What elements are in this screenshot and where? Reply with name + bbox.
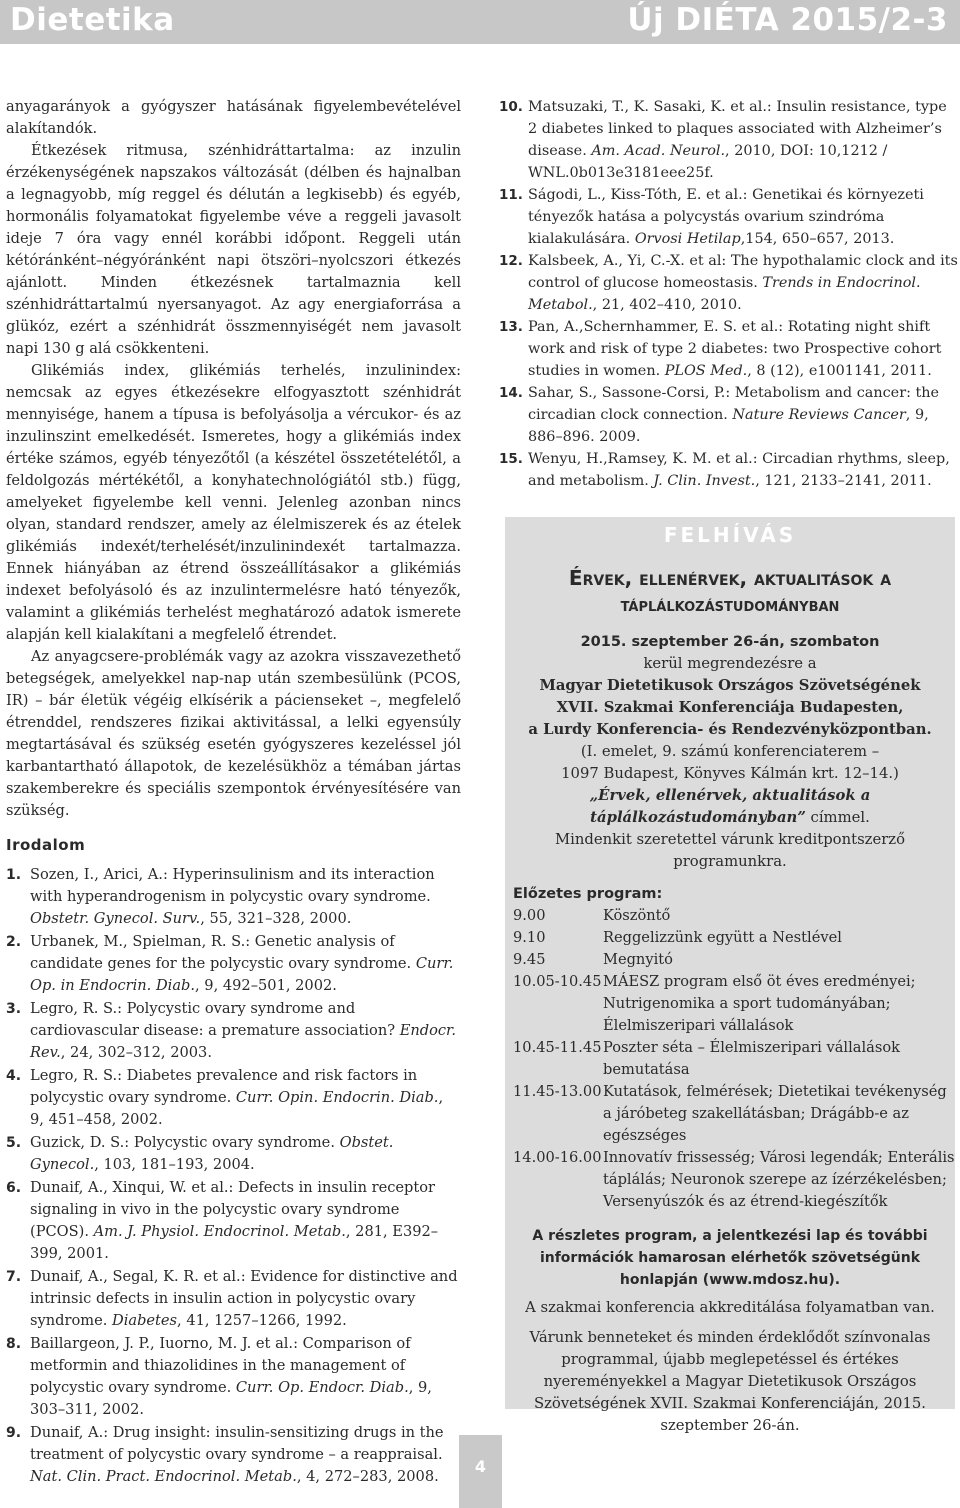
reference-item xyxy=(6,864,461,930)
reference-citation: ,154, 650–657, 2013. xyxy=(740,231,895,247)
reference-number: 1. xyxy=(6,867,22,883)
reference-journal: Trends in Endocrinol. Metabol. xyxy=(528,275,921,313)
journal-issue-title: Új DIÉTA 2015/2-3 xyxy=(627,2,948,38)
reference-number: 8. xyxy=(6,1336,22,1352)
paragraph: Az anyagcsere-problémák vagy az azokra visszavezethető betegségek, amelyekkel nap-nap után szembesülünk (PCOS, IR) – bár életük végéig elkísérik a pácienseket –, megfelelő étrenddel, rendszeres fizikai aktivitással, a lelki egyensúly megtartásával és szükség esetén gyógyszeres kezeléssel jól karbantartható állapotok, de kezelésükhöz a témában jártas szakemberekre és speciális szempontok érvényesítésére van szükség. xyxy=(6,648,461,819)
reference-authors: Dunaif, A., Segal, K. R. et al.: Evidence for distinctive and intrinsic defects in insulin action in polycystic ovary syndrome. xyxy=(30,1268,458,1329)
reference-citation: , 281, E392–399, 2001. xyxy=(30,1223,439,1262)
announcement-subtitle xyxy=(505,565,955,619)
reference-number: 11. xyxy=(499,187,523,203)
reference-journal: Curr. Opin. Endocrin. Diab. xyxy=(235,1089,439,1106)
reference-item xyxy=(499,250,959,316)
program-description: Innovatív frissesség; Városi legendák; Enterális táplálás; Neuronok szerepe az ízérzékelésben; Versenyúszók és az étrend-kiegészítők xyxy=(603,1149,955,1210)
right-column xyxy=(499,96,959,492)
paragraph: Étkezések ritmusa, szénhidráttartalma: az inzulin érzékenységének napszakos változását (délben és hajnalban a legnagyobb, míg reggel és délután a legkisebb) és egyéb, hormonális folyamatokat figyelembe véve a reggeli javasolt ideje 7 óra vagy ennél korábbi időpont. Reggeli után kétóránként–négyóránként napi ötszöri–nyolcszori étkezés ajánlott. Minden étkezésnek tartalmaznia kell szénhidráttartalmú nyersanyagot. Az agy energiaforrása a glükóz, ezért a szénhidrát összmennyiségét nem javasolt napi 130 g alá csökkenteni. xyxy=(6,142,461,357)
reference-item xyxy=(499,448,959,492)
reference-number: 10. xyxy=(499,99,523,115)
reference-authors: Dunaif, A.: Drug insight: insulin-sensitizing drugs in the treatment of polycystic ovary syndrome – a reappraisal. xyxy=(30,1424,444,1463)
event-conference xyxy=(505,697,955,719)
reference-journal: Obstet. Gynecol. xyxy=(30,1134,394,1173)
program-row xyxy=(513,1037,955,1081)
reference-list xyxy=(499,96,959,492)
announcement-title: FELHÍVÁS xyxy=(663,523,797,547)
reference-authors: Legro, R. S.: Diabetes prevalence and risk factors in polycystic ovary syndrome. xyxy=(30,1067,418,1106)
program-description: Poszter séta – Élelmiszeripari vállalások bemutatása xyxy=(603,1039,900,1078)
reference-item xyxy=(6,1065,461,1131)
program-time: 9.45 xyxy=(513,951,546,968)
reference-journal: Am. J. Physiol. Endocrinol. Metab. xyxy=(93,1223,346,1240)
reference-journal: Nature Reviews Cancer xyxy=(732,407,906,423)
reference-citation: , 8 (12), e1001141, 2011. xyxy=(747,363,932,379)
reference-list xyxy=(6,864,461,1488)
reference-citation: , 9, 492–501, 2002. xyxy=(195,977,337,994)
event-address: 1097 Budapest, Könyves Kálmán krt. 12–14.) xyxy=(561,765,899,782)
subtitle-line: Érvek, ellenérvek, aktualitások a xyxy=(568,566,892,590)
reference-item xyxy=(499,184,959,250)
reference-authors: Baillargeon, J. P., Iuorno, M. J. et al.: Comparison of metformin and thiazolidines in the management of polycystic ovary syndrome. xyxy=(30,1335,411,1396)
left-column xyxy=(6,96,461,1489)
program-description: Megnyitó xyxy=(603,951,673,968)
subtitle-line: táplálkozástudományban xyxy=(620,594,840,616)
program-description: MÁESZ program első öt éves eredményei; Nutrigenomika a sport tudományában; Élelmiszeripari vállalások xyxy=(603,973,916,1034)
program-time: 14.00-16.00 xyxy=(513,1149,602,1166)
reference-journal: Endocr. Rev. xyxy=(30,1022,457,1061)
accreditation-note: A szakmai konferencia akkreditálása folyamatban van. xyxy=(525,1299,935,1316)
program-row xyxy=(513,949,955,971)
program-row xyxy=(513,927,955,949)
reference-item xyxy=(6,1266,461,1332)
reference-citation: , 41, 1257–1266, 1992. xyxy=(177,1312,347,1329)
program-list xyxy=(513,905,955,1213)
reference-citation: , 55, 321–328, 2000. xyxy=(200,910,352,927)
details-note: A részletes program, a jelentkezési lap és további információk hamarosan elérhetők szövetségünk honlapján (www.mdosz.hu). xyxy=(532,1228,928,1288)
reference-journal: PLOS Med. xyxy=(664,363,748,379)
reference-journal: Diabetes xyxy=(112,1312,178,1329)
reference-citation: , 9, 303–311, 2002. xyxy=(30,1379,432,1418)
welcome-note: Várunk benneteket és minden érdeklődőt színvonalas programmal, újabb meglepetéssel és értékes nyereményekkel a Magyar Dietetikusok Országos Szövetségének XVII. Szakmai Konferenciáján, 2015. szeptember 26-án. xyxy=(529,1329,931,1434)
program-description: Reggelizzünk együtt a Nestlével xyxy=(603,929,842,946)
reference-journal: Orvosi Hetilap xyxy=(634,231,741,247)
reference-authors: Kalsbeek, A., Yi, C.-X. et al: The hypothalamic clock and its control of glucose homeostasis. xyxy=(528,253,958,291)
reference-number: 9. xyxy=(6,1425,22,1441)
page-number: 4 xyxy=(474,1457,487,1476)
reference-item xyxy=(499,96,959,184)
reference-journal: Curr. Op. Endocr. Diab. xyxy=(235,1379,409,1396)
page-number-tab xyxy=(459,1435,502,1508)
reference-item xyxy=(6,1177,461,1265)
reference-citation: , 121, 2133–2141, 2011. xyxy=(755,473,932,489)
motto-text: „Érvek, ellenérvek, aktualitások a táplálkozástudományban” xyxy=(589,787,871,826)
event-venue: a Lurdy Konferencia- és Rendezvényközpontban. xyxy=(528,721,932,738)
program-time: 9.10 xyxy=(513,929,546,946)
reference-citation: , 21, 402–410, 2010. xyxy=(592,297,742,313)
reference-authors: Ságodi, L., Kiss-Tóth, E. et al.: Genetikai és környezeti tényezők hatása a polycystás ovarium szindróma kialakulására. xyxy=(528,187,924,247)
reference-journal: J. Clin. Invest. xyxy=(653,473,756,489)
motto-suffix: címmel. xyxy=(805,809,870,826)
program-time: 10.45-11.45 xyxy=(513,1039,602,1056)
reference-number: 7. xyxy=(6,1269,22,1285)
program-section xyxy=(513,883,955,1213)
reference-journal: Obstetr. Gynecol. Surv. xyxy=(30,910,201,927)
reference-authors: Wenyu, H.,Ramsey, K. M. et al.: Circadian rhythms, sleep, and metabolism. xyxy=(528,451,950,489)
program-time: 11.45-13.00 xyxy=(513,1083,602,1100)
reference-number: 12. xyxy=(499,253,523,269)
reference-citation: , 24, 302–312, 2003. xyxy=(60,1044,212,1061)
reference-authors: Legro, R. S.: Polycystic ovary syndrome and cardiovascular disease: a premature association? xyxy=(30,1000,400,1039)
reference-item xyxy=(499,382,959,448)
reference-citation: , 4, 272–283, 2008. xyxy=(296,1468,439,1485)
reference-number: 13. xyxy=(499,319,523,335)
program-description: Köszöntő xyxy=(603,907,671,924)
event-organizer: Magyar Dietetikusok Országos Szövetségének xyxy=(539,677,921,694)
event-room: (I. emelet, 9. számú konferenciaterem – xyxy=(580,743,880,760)
program-description: Kutatások, felmérések; Dietetikai tevékenység a járóbeteg szakellátásban; Drágább-e az egészséges xyxy=(603,1083,947,1144)
page-header xyxy=(0,0,960,44)
reference-citation: , 9, 886–896. 2009. xyxy=(528,407,929,445)
program-heading: Előzetes program: xyxy=(513,886,663,902)
reference-number: 3. xyxy=(6,1001,22,1017)
references-heading: Irodalom xyxy=(6,836,86,854)
reference-citation: , 9, 451–458, 2002. xyxy=(30,1089,444,1128)
reference-authors: Sahar, S., Sassone-Corsi, P.: Metabolism and cancer: the circadian clock connection. xyxy=(528,385,940,423)
reference-authors: Urbanek, M., Spielman, R. S.: Genetic analysis of candidate genes for the polycystic ovary syndrome. xyxy=(30,933,416,972)
paragraph: anyagarányok a gyógyszer hatásának figyelembevételével alakítandók. xyxy=(6,98,461,137)
program-row xyxy=(513,971,955,1037)
reference-item xyxy=(6,1422,461,1488)
program-row xyxy=(513,1081,955,1147)
reference-authors: Pan, A.,Schernhammer, E. S. et al.: Rotating night shift work and risk of type 2 diabetes: two Prospective cohort studies in women. xyxy=(528,319,942,379)
reference-item xyxy=(6,1132,461,1176)
event-conference-text: XVII. Szakmai Konferenciája Budapesten, xyxy=(556,699,904,716)
event-invite: Mindenkit szeretettel várunk kreditpontszerző programunkra. xyxy=(555,831,905,870)
event-motto xyxy=(505,785,955,829)
reference-authors: Matsuzaki, T., K. Sasaki, K. et al.: Insulin resistance, type 2 diabetes linked to plaques associated with Alzheimer’s disease. xyxy=(528,99,947,159)
reference-journal: Curr. Op. in Endocrin. Diab. xyxy=(30,955,454,994)
program-row xyxy=(513,1147,955,1213)
reference-authors: Sozen, I., Arici, A.: Hyperinsulinism and its interaction with hyperandrogenism in polycystic ovary syndrome. xyxy=(30,866,435,905)
reference-number: 4. xyxy=(6,1068,22,1084)
reference-citation: , 2010, DOI: 10,1212 / WNL.0b013e3181eee25f. xyxy=(528,143,888,181)
reference-item xyxy=(6,931,461,997)
reference-number: 5. xyxy=(6,1135,22,1151)
reference-item xyxy=(499,316,959,382)
reference-authors: Dunaif, A., Xinqui, W. et al.: Defects in insulin receptor signaling in vivo in the polycystic ovary syndrome (PCOS). xyxy=(30,1179,436,1240)
reference-item xyxy=(6,1333,461,1421)
program-time: 10.05-10.45 xyxy=(513,973,602,990)
reference-authors: Guzick, D. S.: Polycystic ovary syndrome. xyxy=(30,1134,340,1151)
reference-item xyxy=(6,998,461,1064)
announcement-box xyxy=(505,517,955,1434)
reference-number: 14. xyxy=(499,385,523,401)
program-time: 9.00 xyxy=(513,907,546,924)
reference-journal: Am. Acad. Neurol. xyxy=(591,143,726,159)
reference-journal: Nat. Clin. Pract. Endocrinol. Metab. xyxy=(30,1468,297,1485)
program-row xyxy=(513,905,955,927)
reference-citation: , 103, 181–193, 2004. xyxy=(94,1156,255,1173)
reference-number: 2. xyxy=(6,934,22,950)
reference-number: 6. xyxy=(6,1180,22,1196)
event-line: kerül megrendezésre a xyxy=(643,655,817,672)
journal-section-title: Dietetika xyxy=(10,2,175,38)
paragraph: Glikémiás index, glikémiás terhelés, inzulinindex: nemcsak az egyes étkezésekre elfogyasztott szénhidrát mennyisége, hanem a típusa is befolyásolja a vércukor- és az inzulinszint emelkedését. Ismeretes, hogy a glikémiás index értéke számos, egyéb tényezőtől (a készétel összetételétől, a feldolgozás mértékétől, a konyhatechnológiától stb.) függ, amelyeket figyelembe kell venni. Jelenleg azonban nincs olyan, standard rendszer, amely az élelmiszerek és az ételek glikémiás indexét/terhelését/inzulinindexét tartalmazza. Ennek hiányában az étrend összeállításakor a glikémiás indexet befolyásoló és az inzulintermelésre ható tényezők, valamint a glikémiás terhelést meghatározó adatok ismerete alapján kell kialakítani a megfelelő étrendet. xyxy=(6,362,461,643)
reference-number: 15. xyxy=(499,451,523,467)
event-date: 2015. szeptember 26-án, szombaton xyxy=(580,634,880,650)
